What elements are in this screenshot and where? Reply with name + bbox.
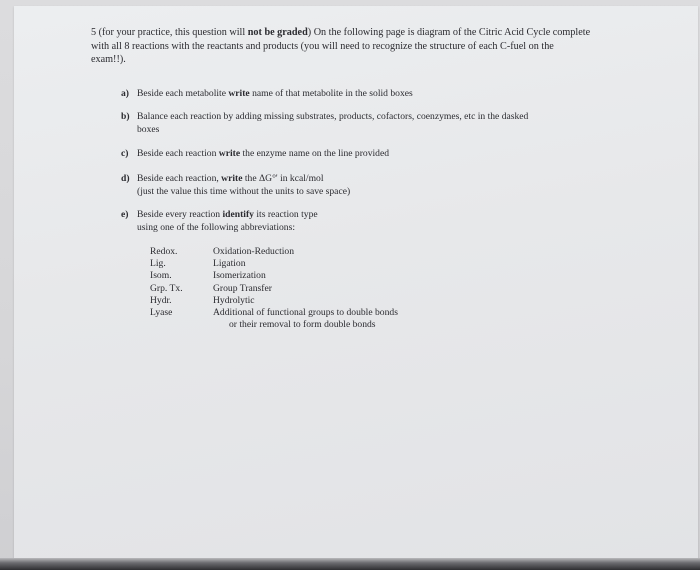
instruction-c [121, 148, 577, 161]
abbreviation-description: Oxidation-Reduction [213, 246, 294, 257]
instruction-text: Beside each metabolite [137, 88, 229, 99]
instruction-text: the enzyme name on the line provided [240, 148, 390, 159]
question-intro: 5 (for your practice, this question will [91, 27, 248, 38]
abbreviation-description-line: Additional of functional groups to double bonds [213, 307, 398, 319]
abbreviation-row [150, 246, 453, 258]
abbreviation-row [150, 258, 453, 270]
abbreviation-row [150, 295, 453, 307]
instruction-e [121, 209, 577, 234]
abbreviation-description [213, 307, 453, 331]
instruction-text: name of that metabolite in the solid boxes [249, 88, 413, 99]
abbreviation-code: Redox. [150, 246, 178, 257]
instruction-marker: a) [121, 88, 129, 99]
instruction-text: Balance each reaction by adding missing substrates, products, cofactors, coenzymes, etc in the dasked [137, 111, 529, 122]
instruction-text: its reaction type [253, 209, 318, 220]
instruction-b [121, 111, 577, 136]
abbreviation-table [150, 246, 453, 331]
instruction-a [121, 88, 577, 101]
instruction-verb: write [221, 173, 243, 184]
instruction-verb: write [218, 148, 241, 159]
instruction-marker: c) [121, 148, 129, 159]
instruction-text-cont: (just the value this time without the units to save space) [137, 185, 351, 197]
abbreviation-row [150, 307, 453, 331]
instruction-marker: e) [121, 209, 129, 220]
question-not-graded: not be graded [247, 27, 308, 38]
instruction-marker: b) [121, 111, 130, 122]
instruction-text-cont: boxes [137, 123, 160, 135]
abbreviation-description: Group Transfer [213, 282, 272, 294]
instruction-verb: write [228, 88, 250, 99]
abbreviation-code: Grp. Tx. [150, 282, 183, 294]
instruction-verb: identify [222, 209, 254, 220]
instruction-text: Beside every reaction [137, 209, 223, 220]
abbreviation-code: Isom. [150, 270, 172, 282]
instruction-text: Beside each reaction, [137, 173, 222, 184]
abbreviation-description: Hydrolytic [213, 294, 255, 306]
abbreviation-code: Lig. [150, 258, 166, 270]
abbreviation-row [150, 283, 453, 295]
instruction-text: the ΔG°' in kcal/mol [242, 173, 324, 184]
abbreviation-code: Lyase [150, 307, 173, 319]
abbreviation-code: Hydr. [150, 294, 172, 306]
abbreviation-row [150, 270, 453, 282]
instruction-d [121, 173, 577, 198]
abbreviation-description: Ligation [213, 258, 246, 270]
question-description: ) On the following page is diagram of the Citric Acid Cycle complete with all 8 reactions with the reactants and products (you will need to recognize the structure of each C-fuel on the exam!!). [91, 27, 591, 65]
abbreviation-description-cont: or their removal to form double bonds [229, 319, 376, 331]
instruction-marker: d) [121, 173, 130, 184]
question-header [91, 26, 591, 67]
abbreviation-description: Isomerization [213, 270, 266, 282]
instruction-text-cont: using one of the following abbreviations: [137, 221, 296, 233]
instruction-text: Beside each reaction [137, 148, 219, 159]
desk-edge-shadow [0, 558, 700, 570]
